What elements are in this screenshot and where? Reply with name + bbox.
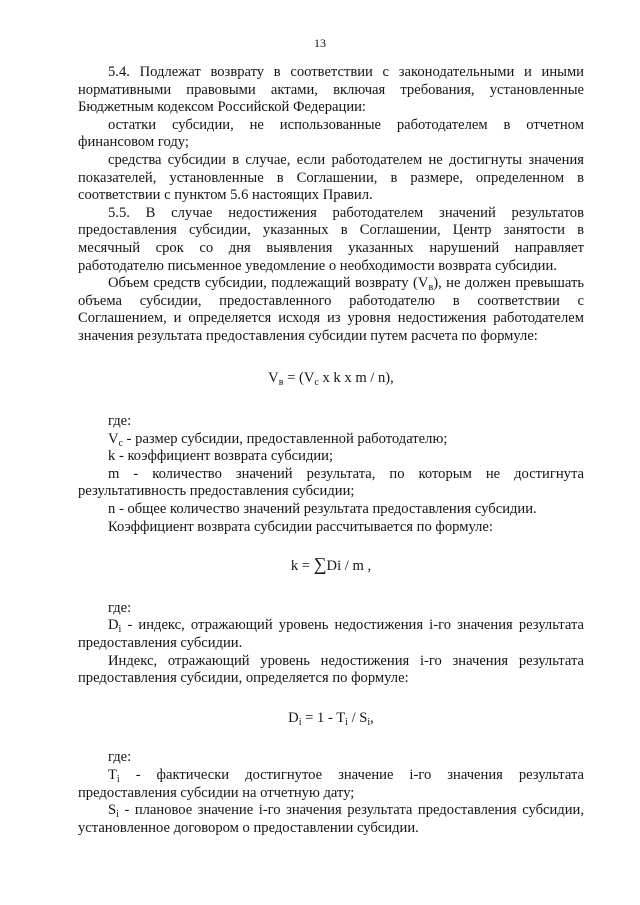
k-calc-intro: Коэффициент возврата субсидии рассчитывается по формуле: xyxy=(108,518,493,535)
page-number: 13 xyxy=(314,36,326,50)
definition-m: m - количество значений результата, по которым не достигнута результативность предоставления субсидии; xyxy=(78,465,584,500)
where-label-3: где: xyxy=(108,749,132,766)
formula-k xyxy=(78,556,584,576)
paragraph-5-4: 5.4. Подлежат возврату в соответствии с законодательными и иными нормативными правовыми актами, включая требования, установленные Бюджетным кодексом Российской Федерации: xyxy=(78,64,584,116)
vc-symbol: V xyxy=(108,430,119,447)
paragraph-5-5: 5.5. В случае недостижения работодателем значений результатов предоставления субсидии, указанных в Соглашении, Центр занятости в месячный срок со дня выявления указанных нарушений направляет работодателю письменное уведомление о необходимости возврата субсидии. xyxy=(78,204,584,274)
paragraph-5-4-item-1: остатки субсидии, не использованные работодателем в отчетном финансовом году; xyxy=(78,116,584,151)
formula-di xyxy=(78,710,584,728)
formula-div: / S xyxy=(347,709,368,726)
definition-vc xyxy=(78,431,584,449)
volume-text-a: Объем средств субсидии, подлежащий возврату (V xyxy=(108,275,429,292)
vc-text: - размер субсидии, предоставленной работодателю; xyxy=(123,430,448,447)
formula-d-eq: = 1 - T xyxy=(301,709,346,726)
ti-text: - фактически достигнутое значение i-го значения результата предоставления субсидии на отчетную дату; xyxy=(78,767,584,801)
volume-text-b: ), не должен превышать объема субсидии, предоставленного работодателю в соответствии с Соглашением, и определяется исходя из уровня недостижения работодателем значения результата предоставления субсидии путем расчета по формуле: xyxy=(78,275,584,344)
formula-v-sub: в xyxy=(278,376,284,388)
formula-v: V xyxy=(268,369,279,386)
definition-si xyxy=(78,802,584,837)
ti-subscript: i xyxy=(116,774,120,785)
paragraph-volume xyxy=(78,275,584,345)
definition-n: n - общее количество значений результата предоставления субсидии. xyxy=(108,501,537,518)
si-subscript: i xyxy=(116,809,119,821)
paragraph-5-4-item-2: средства субсидии в случае, если работодателем не достигнуты значения показателей, установленные в Соглашении, в размере, определенном в соответствии с пунктом 5.6 настоящих Правил. xyxy=(78,151,584,204)
document-body xyxy=(78,64,584,837)
formula-d: D xyxy=(288,709,299,726)
formula-t-sub: i xyxy=(345,716,348,728)
formula-end: , xyxy=(370,709,374,726)
di-subscript: i xyxy=(118,624,122,636)
formula-k-lhs: k = xyxy=(290,558,314,575)
formula-k-rest: Di / m , xyxy=(326,558,372,575)
formula-volume xyxy=(78,370,584,388)
definition-k: k - коэффициент возврата субсидии; xyxy=(108,448,334,465)
formula-s-sub: i xyxy=(367,716,371,728)
formula-vc-sub: с xyxy=(314,376,319,388)
ti-symbol: T xyxy=(108,767,117,783)
di-text: - индекс, отражающий уровень недостижения i-го значения результата предоставления субсидии. xyxy=(78,617,584,652)
index-calc-intro: Индекс, отражающий уровень недостижения i-го значения результата предоставления субсидии, определяется по формуле: xyxy=(78,652,584,687)
where-label-2: где: xyxy=(108,599,132,616)
formula-v-rest: x k x m / n), xyxy=(318,369,394,386)
formula-v-eq: = (V xyxy=(283,369,315,386)
sum-icon: ∑ xyxy=(313,554,327,575)
di-symbol: D xyxy=(108,617,119,634)
formula-d-sub: i xyxy=(298,716,302,728)
si-symbol: S xyxy=(108,802,117,819)
where-label-1: где: xyxy=(108,413,132,430)
volume-subscript: в xyxy=(428,282,434,294)
definition-di xyxy=(78,617,584,652)
si-text: - плановое значение i-го значения результата предоставления субсидии, установленное договором о предоставлении субсидии. xyxy=(78,802,584,836)
vc-subscript: с xyxy=(118,437,123,449)
definition-ti xyxy=(78,767,584,802)
